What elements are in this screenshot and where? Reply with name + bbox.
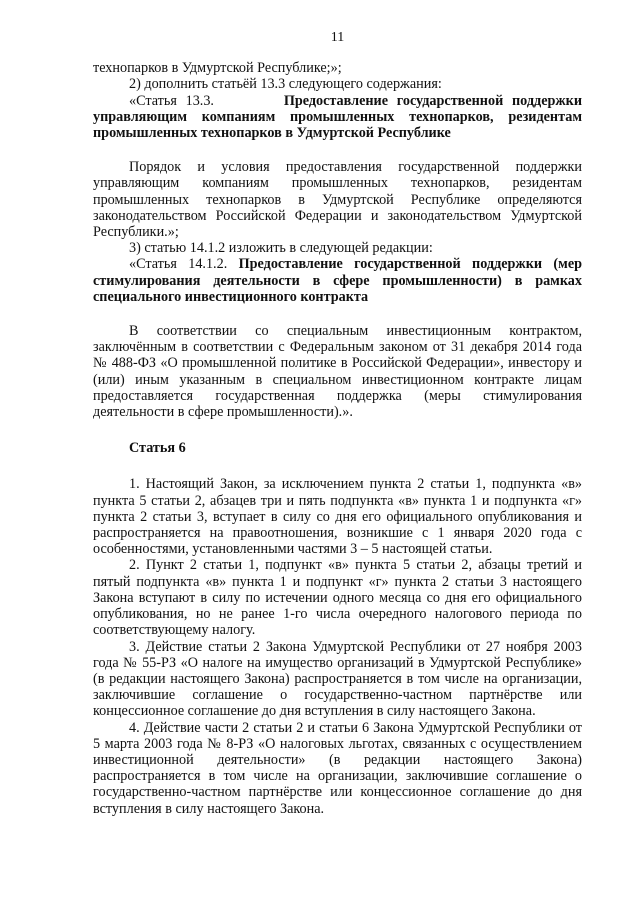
article-13-3-heading [93,93,582,142]
paragraph-amend-14-1-2: 3) статью 14.1.2 изложить в следующей редакции: [129,240,433,257]
article-6-part-3: 3. Действие статьи 2 Закона Удмуртской Республики от 27 ноября 2003 года № 55-РЗ «О налоге на имущество организаций в Удмуртской Республике» (в редакции настоящего Закона) распространяется в том числе на организации, заключившие соглашение о государственно-частном партнёрстве или концессионное соглашение до дня вступления в силу настоящего Закона. [93,638,582,720]
page-number: 11 [330,30,345,45]
article-14-1-2-heading [93,256,582,305]
article-13-3-title: Предоставление государственной поддержки управляющим компаниям промышленных технопарков, резидентам промышленных технопарков в Удмуртской Республике [93,92,583,142]
article-6-part-4: 4. Действие части 2 статьи 2 и статьи 6 Закона Удмуртской Республики от 5 марта 2003 года № 8-РЗ «О налоговых льготах, связанных с осуществлением инвестиционной деятельности» (в редакции настоящего Закона) распространяется в том числе на организации, заключившие соглашение о государственно-частном партнёрстве или концессионное соглашение до дня вступления в силу настоящего Закона. [93,719,582,817]
paragraph-amend-13-3: 2) дополнить статьёй 13.3 следующего содержания: [129,76,442,93]
paragraph-technoparks-end: технопарков в Удмуртской Республике;»; [93,60,342,77]
article-6-part-2: 2. Пункт 2 статьи 1, подпункт «в» пункта 5 статьи 2, абзацы третий и пятый подпункта «в» пункта 1 и подпункт «г» пункта 2 статьи 3 настоящего Закона вступают в силу по истечении одного месяца со дня его официального опубликования, но не ранее 1-го числа очередного налогового периода по соответствующему налогу. [93,557,582,639]
article-6-heading: Статья 6 [129,440,186,457]
article-13-3-body: Порядок и условия предоставления государственной поддержки управляющим компаниям промышленных технопарков, резидентам промышленных технопарков в Удмуртской Республике определяются законодательством Российской Федерации и законодательством Удмуртской Республики.»; [93,159,582,241]
article-13-3-prefix: «Статья 13.3. [129,92,214,109]
article-14-1-2-prefix: «Статья 14.1.2. [129,256,228,273]
article-14-1-2-title: Предоставление государственной поддержки (мер стимулирования деятельности в сфере промышленности) в рамках специального инвестиционного контракта [93,256,583,305]
article-14-1-2-body: В соответствии со специальным инвестиционным контрактом, заключённым в соответствии с Федеральным законом от 31 декабря 2014 года № 488-ФЗ «О промышленной политике в Российской Федерации», инвестору и (или) иным указанным в специальном инвестиционном контракте лицам предоставляется государственная поддержка (меры стимулирования деятельности в сфере промышленности).». [93,323,582,421]
article-6-part-1: 1. Настоящий Закон, за исключением пункта 2 статьи 1, подпункта «в» пункта 5 статьи 2, абзацев три и пять подпункта «в» пункта 1 и подпункта «г» пункта 2 статьи 3, вступает в силу со дня его официального опубликования и распространяется на правоотношения, возникшие с 1 января 2020 года с особенностями, установленными частями 3 – 5 настоящей статьи. [93,476,582,558]
